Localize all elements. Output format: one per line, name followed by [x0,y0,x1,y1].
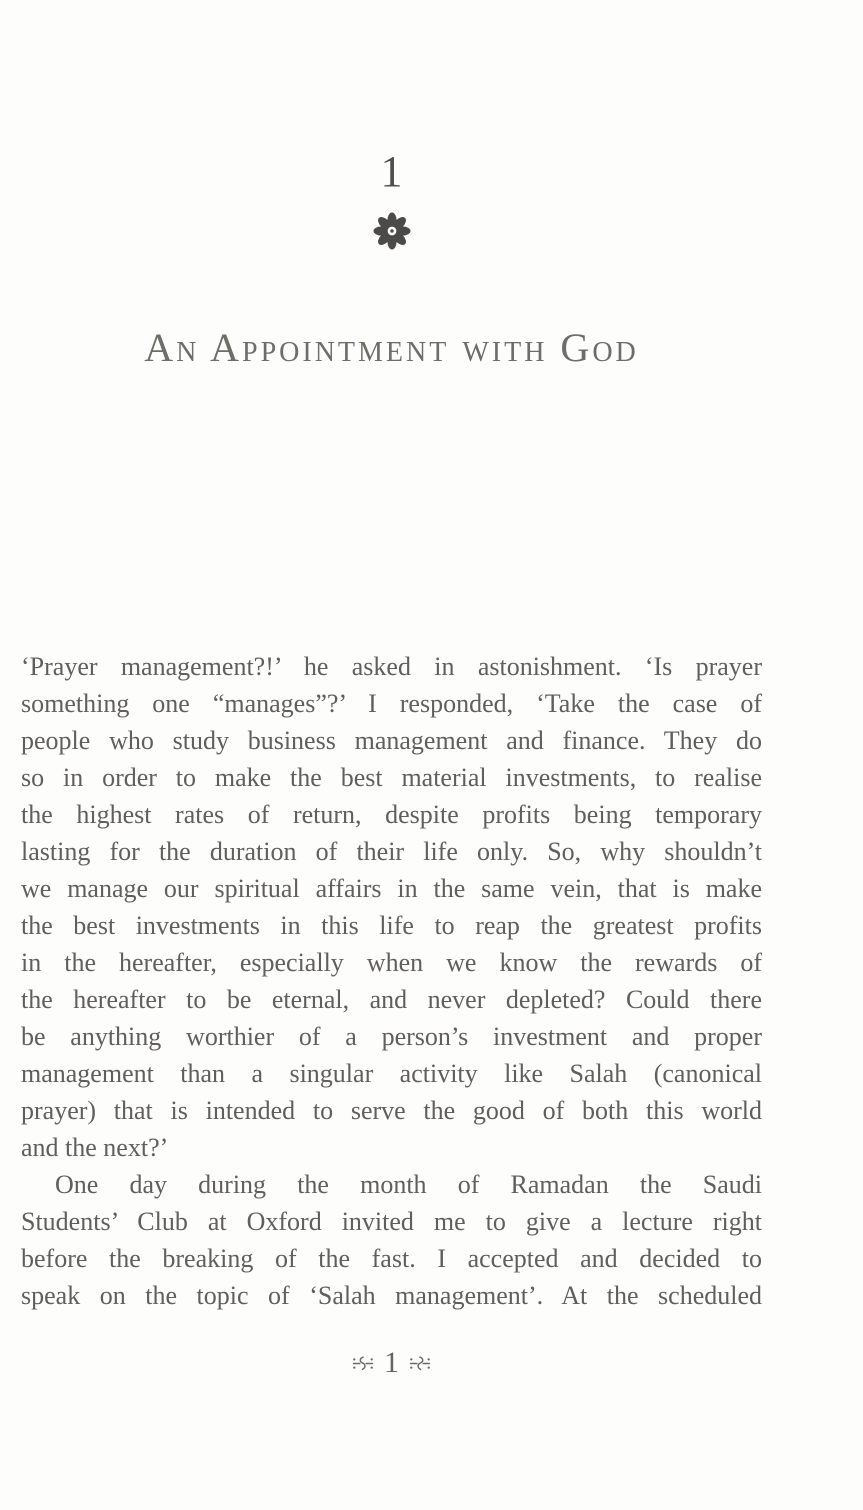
body-text-line: prayer) that is intended to serve the good of both this world [21,1096,762,1125]
body-text-line: be anything worthier of a person’s investment and proper [21,1022,762,1051]
body-text-line: ‘Prayer management?!’ he asked in astonishment. ‘Is prayer [21,652,762,681]
body-text-line: the best investments in this life to reap the greatest profits [21,911,762,940]
fleuron-right-icon [409,1356,431,1371]
page-number: 1 [384,1346,399,1379]
body-text-line: management than a singular activity like Salah (canonical [21,1059,762,1088]
body-text-line: the highest rates of return, despite profits being temporary [21,800,762,829]
body-text-line: speak on the topic of ‘Salah management’. At the scheduled [21,1281,762,1310]
body-text-line: lasting for the duration of their life only. So, why shouldn’t [21,837,762,866]
body-text-line: in the hereafter, especially when we know the rewards of [21,948,762,977]
page-footer [21,1346,762,1380]
chapter-title: An Appointment with God [144,325,639,370]
body-text-line: so in order to make the best material investments, to realise [21,763,762,792]
body-text-line: and the next?’ [21,1133,169,1162]
chapter-ornament [21,209,762,253]
body-text [21,648,762,1314]
flower-rosette-icon [372,209,412,253]
body-text-line: something one “manages”?’ I responded, ‘Take the case of [21,689,762,718]
body-text-line: One day during the month of Ramadan the Saudi [55,1170,762,1199]
body-text-line: Students’ Club at Oxford invited me to give a lecture right [21,1207,762,1236]
page-content [21,0,762,1510]
body-text-line: we manage our spiritual affairs in the same vein, that is make [21,874,762,903]
fleuron-left-icon [352,1356,374,1371]
body-text-line: before the breaking of the fast. I accepted and decided to [21,1244,762,1273]
chapter-number: 1 [380,147,403,196]
body-text-line: people who study business management and finance. They do [21,726,762,755]
body-text-line: the hereafter to be eternal, and never depleted? Could there [21,985,762,1014]
